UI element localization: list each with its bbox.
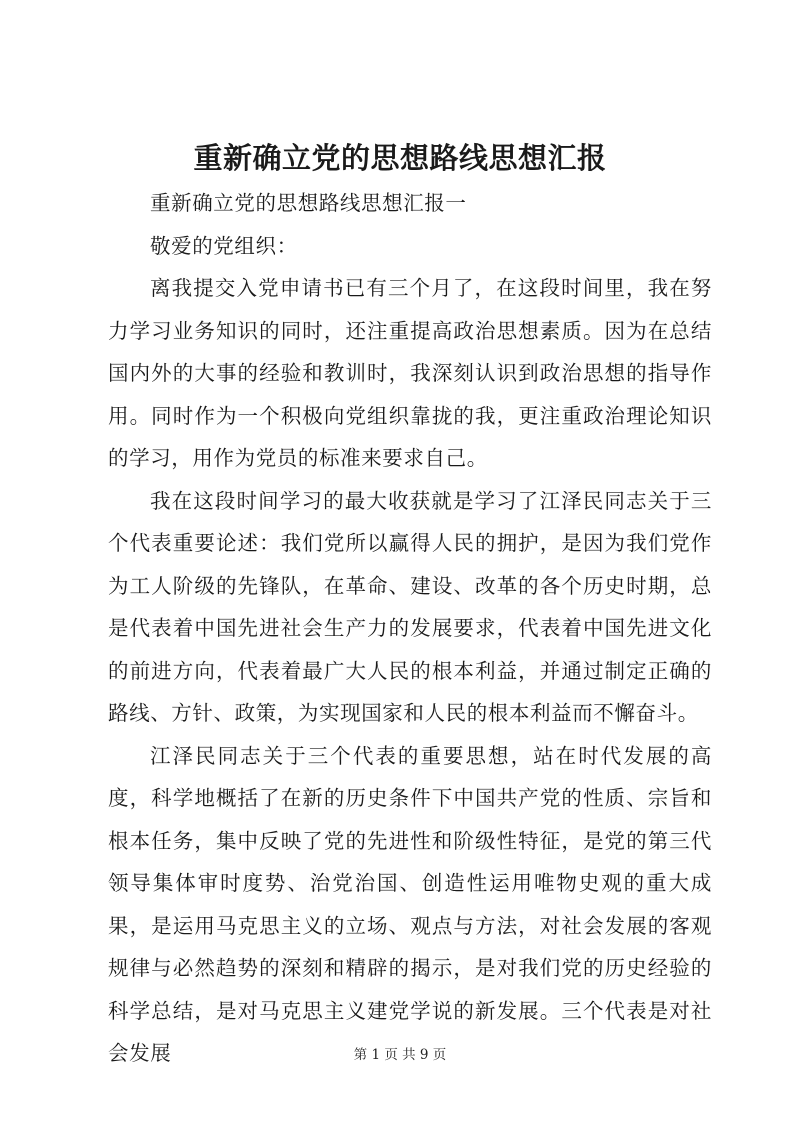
body-paragraph: 江泽民同志关于三个代表的重要思想，站在时代发展的高度，科学地概括了在新的历史条件下中国共产党的性质、宗旨和根本任务，集中反映了党的先进性和阶级性特征，是党的第三代领导集体审时度势、治党治国、创造性运用唯物史观的重大成果，是运用马克思主义的立场、观点与方法，对社会发展的客观规律与必然趋势的深刻和精辟的揭示，是对我们党的历史经验的科学总结，是对马克思主义建党学说的新发展。三个代表是对社会发展 <box>108 743 712 1065</box>
salutation-paragraph: 敬爱的党组织： <box>150 233 298 258</box>
page-number-footer: 第 1 页 共 9 页 <box>353 1047 447 1063</box>
subtitle-paragraph: 重新确立党的思想路线思想汇报一 <box>150 191 467 215</box>
document-title: 重新确立党的思想路线思想汇报 <box>193 141 607 175</box>
body-paragraph: 离我提交入党申请书已有三个月了，在这段时间里，我在努力学习业务知识的同时，还注重提高政治思想素质。因为在总结国内外的大事的经验和教训时，我深刻认识到政治思想的指导作用。同时作为一个积极向党组织靠拢的我，更注重政治理论知识的学习，用作为党员的标准来要求自己。 <box>108 276 712 470</box>
body-paragraph: 我在这段时间学习的最大收获就是学习了江泽民同志关于三个代表重要论述：我们党所以赢得人民的拥护，是因为我们党作为工人阶级的先锋队，在革命、建设、改革的各个历史时期，总是代表着中国先进社会生产力的发展要求，代表着中国先进文化的前进方向，代表着最广大人民的根本利益，并通过制定正确的路线、方针、政策，为实现国家和人民的根本利益而不懈奋斗。 <box>108 488 712 725</box>
document-body <box>108 182 712 1075</box>
